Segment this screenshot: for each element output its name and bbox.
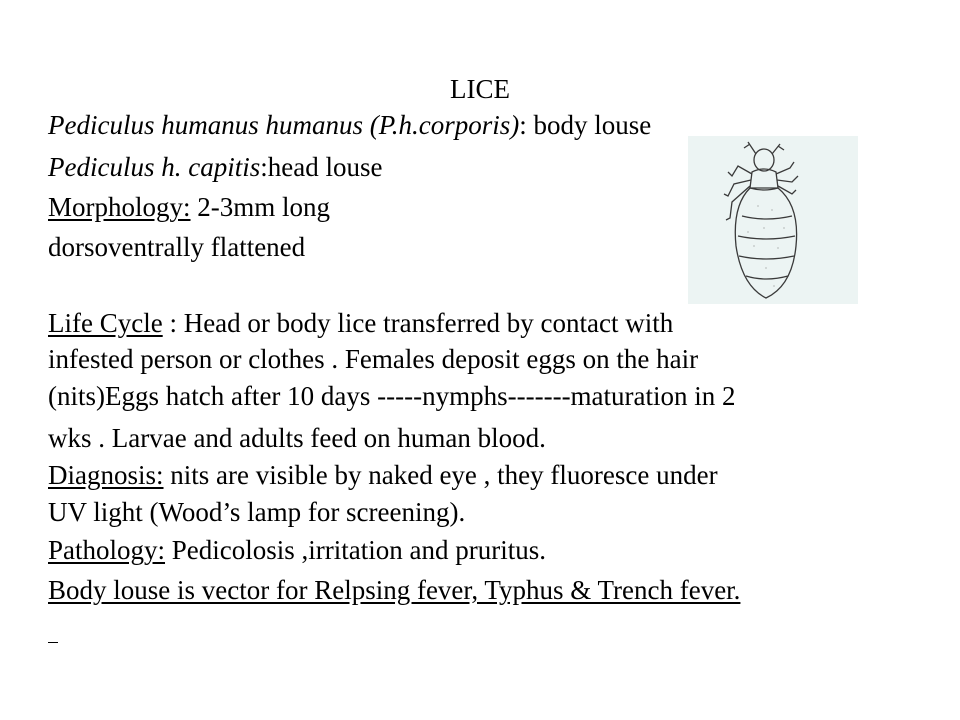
- species-line: [48, 110, 651, 140]
- pathology-text: Pedicolosis ,irritation and pruritus.: [165, 535, 546, 565]
- life-cycle-line-4: wks . Larvae and adults feed on human blood.: [48, 423, 546, 453]
- vector-line: Body louse is vector for Relpsing fever, Typhus & Trench fever.: [48, 575, 741, 605]
- louse-illustration: [688, 136, 858, 304]
- morphology-line-2: dorsoventrally flattened: [48, 232, 306, 262]
- slide-title: LICE: [450, 74, 510, 104]
- diagnosis-text-1: nits are visible by naked eye , they fluoresce under: [163, 460, 718, 490]
- morphology-text: 2-3mm long: [190, 192, 331, 222]
- life-cycle-text-1: : Head or body lice transferred by contact with: [162, 308, 674, 338]
- species-common-head-louse: :head louse: [260, 152, 383, 182]
- trailing-dash: [48, 642, 58, 643]
- species-common-body-louse: : body louse: [519, 110, 652, 140]
- diagnosis-line-2: UV light (Wood’s lamp for screening).: [48, 497, 466, 527]
- life-cycle-line-1: [48, 308, 673, 338]
- capitis-line: [48, 152, 382, 182]
- diagnosis-line-1: [48, 460, 718, 490]
- life-cycle-line-3: (nits)Eggs hatch after 10 days -----nymphs-------maturation in 2: [48, 381, 736, 411]
- louse-icon: [688, 136, 858, 304]
- life-cycle-label: Life Cycle: [48, 308, 163, 338]
- pathology-line: [48, 535, 546, 565]
- morphology-label: Morphology:: [48, 192, 191, 222]
- species-name-head-louse: Pediculus h. capitis: [48, 152, 261, 182]
- species-name-body-louse: Pediculus humanus humanus (P.h.corporis): [48, 110, 520, 140]
- morphology-line: [48, 192, 330, 222]
- life-cycle-line-2: infested person or clothes . Females deposit eggs on the hair: [48, 344, 699, 374]
- pathology-label: Pathology:: [48, 535, 166, 565]
- diagnosis-label: Diagnosis:: [48, 460, 164, 490]
